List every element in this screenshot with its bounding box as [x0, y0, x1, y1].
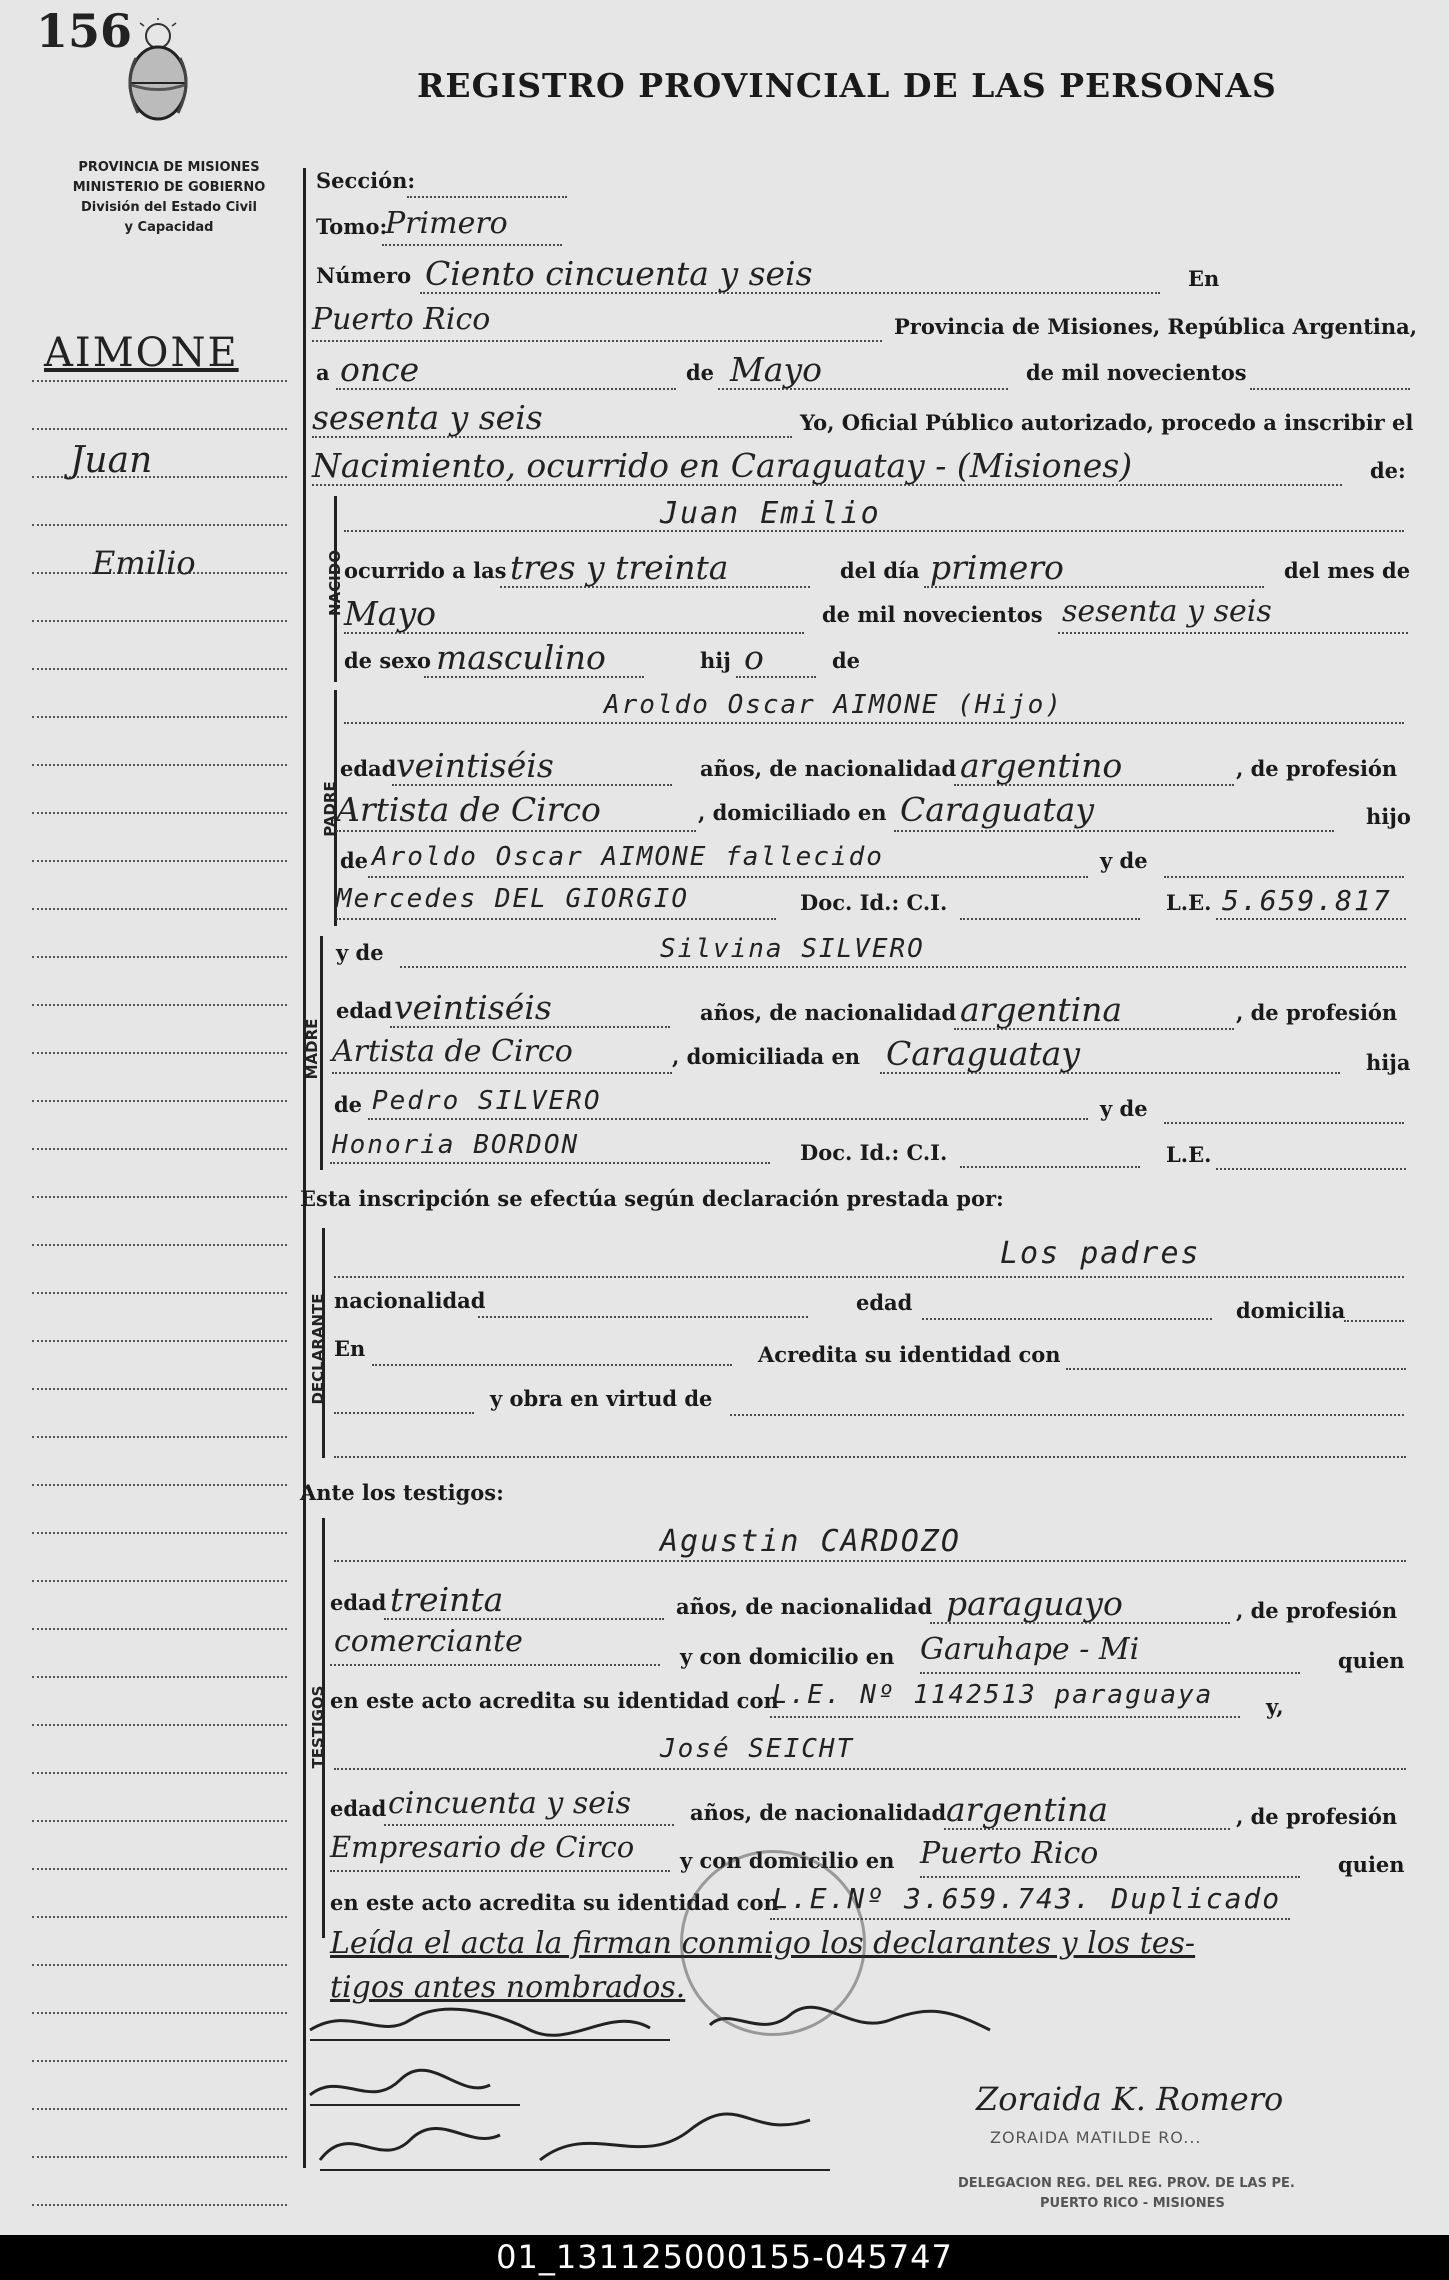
margin-name-2: Emilio — [92, 544, 196, 582]
label-y-obra: y obra en virtud de — [490, 1386, 713, 1411]
t1-prof-value: comerciante — [334, 1624, 523, 1659]
label-decl-en: En — [334, 1336, 366, 1361]
padre-prof-value: Artista de Circo — [336, 790, 601, 829]
t1-doc-line — [770, 1716, 1240, 1718]
label-a: a — [316, 360, 330, 385]
madre-madre-line — [330, 1162, 770, 1164]
label-t2-nac: años, de nacionalidad — [690, 1800, 947, 1825]
label-padre-nac: años, de nacionalidad — [700, 756, 957, 781]
label-padre-edad: edad — [340, 756, 397, 781]
label-padre-y-de: y de — [1100, 848, 1148, 873]
agency-line-4: y Capacidad — [124, 220, 214, 235]
closing-line-2: tigos antes nombrados. — [330, 1970, 686, 2005]
padre-dom-value: Caraguatay — [900, 790, 1095, 829]
decl-obra-pre-line — [334, 1412, 474, 1414]
label-del-mes-de: del mes de — [1284, 558, 1411, 583]
main-left-border — [303, 168, 306, 2168]
decl-edad-line — [922, 1318, 1212, 1320]
padre-y-de-line — [1164, 876, 1404, 878]
official-signature: Zoraida K. Romero — [976, 2080, 1284, 2118]
decl-obra-line — [730, 1414, 1404, 1416]
label-de: de — [832, 648, 861, 673]
acto-value: Nacimiento, ocurrido en Caraguatay - (Misiones) — [312, 446, 1133, 485]
madre-le-line — [1216, 1168, 1406, 1170]
t1-doc-value: L.E. Nº 1142513 paraguaya — [772, 1680, 1214, 1710]
t2-nac-value: argentina — [946, 1790, 1109, 1829]
padre-prof-line — [336, 830, 696, 832]
madre-ci-line — [960, 1166, 1140, 1168]
label-t1-edad: edad — [330, 1590, 387, 1615]
label-acredita: Acredita su identidad con — [758, 1342, 1061, 1367]
sexo-value: masculino — [436, 638, 606, 677]
label-de-mil-novecientos: de mil novecientos — [1026, 360, 1247, 385]
agency-line-3: División del Estado Civil — [81, 200, 257, 215]
label-padre-doc: Doc. Id.: C.I. — [800, 890, 948, 915]
mes-nac-value: Mayo — [344, 594, 436, 633]
agency-line-1: PROVINCIA DE MISIONES — [78, 160, 260, 175]
document-id-footer: 01_131125000155-045747 — [0, 2235, 1449, 2280]
madre-y-de-line — [1164, 1122, 1404, 1124]
padre-nombre-value: Aroldo Oscar AIMONE (Hijo) — [604, 690, 1063, 720]
label-hij: hij — [700, 648, 731, 673]
label-provincia: Provincia de Misiones, República Argentina, — [894, 314, 1418, 339]
t1-nac-value: paraguayo — [946, 1584, 1123, 1623]
madre-madre-value: Honoria BORDON — [332, 1130, 580, 1160]
numero-value: Ciento cincuenta y seis — [425, 254, 813, 293]
label-seccion: Sección: — [316, 168, 416, 193]
label-madre-le: L.E. — [1166, 1142, 1212, 1167]
label-t2-edad: edad — [330, 1796, 387, 1821]
tomo-line — [382, 244, 562, 246]
label-madre-y-de: y de — [336, 940, 384, 965]
dia-value: once — [340, 350, 420, 389]
padre-nombre-line — [344, 722, 1404, 724]
nombre-value: Juan Emilio — [660, 496, 881, 531]
declarante-line — [334, 1276, 1404, 1278]
stamp-office: DELEGACION REG. DEL REG. PROV. DE LAS PE. — [958, 2176, 1295, 2191]
label-decl-edad: edad — [856, 1290, 913, 1315]
t1-edad-value: treinta — [390, 1580, 504, 1619]
label-ante-testigos: Ante los testigos: — [300, 1480, 504, 1505]
label-numero: Número — [316, 263, 412, 288]
padre-madre-value: Mercedes DEL GIORGIO — [336, 884, 690, 914]
label-padre-dom: , domiciliado en — [698, 800, 887, 825]
label-padre-prof: , de profesión — [1236, 756, 1398, 781]
page-number: 156 — [36, 4, 133, 58]
label-del-dia: del día — [840, 558, 920, 583]
side-label-declarante: DECLARANTE — [309, 1293, 327, 1405]
label-t2-domicilio: y con domicilio en — [680, 1848, 895, 1873]
label-de-mes: de — [686, 360, 715, 385]
label-yo-oficial: Yo, Oficial Público autorizado, procedo a inscribir el — [800, 410, 1414, 435]
t1-dom-line — [920, 1672, 1300, 1674]
padre-ci-line — [960, 918, 1140, 920]
label-madre-prof: , de profesión — [1236, 1000, 1398, 1025]
label-ocurrido-a-las: ocurrido a las — [344, 558, 507, 583]
label-madre-hija: hija — [1366, 1050, 1411, 1075]
t2-prof-value: Empresario de Circo — [330, 1830, 635, 1864]
label-padre-de: de — [340, 848, 369, 873]
decl-acredita-line — [1066, 1368, 1406, 1370]
padre-padre-line — [368, 876, 1088, 878]
t2-doc-value: L.E.Nº 3.659.743. Duplicado — [772, 1882, 1282, 1915]
side-label-madre: MADRE — [303, 1018, 321, 1080]
side-label-nacido: NACIDO — [326, 550, 344, 616]
agency-line-2: MINISTERIO DE GOBIERNO — [72, 180, 266, 195]
label-esta-inscripcion: Esta inscripción se efectúa según declaración prestada por: — [300, 1186, 1004, 1211]
agency-block — [40, 158, 298, 238]
page-title: REGISTRO PROVINCIAL DE LAS PERSONAS — [417, 66, 1277, 105]
label-t2-acto: en este acto acredita su identidad con — [330, 1890, 779, 1915]
label-madre-doc: Doc. Id.: C.I. — [800, 1140, 948, 1165]
anio-nac-line — [1058, 632, 1408, 634]
lugar-line — [312, 340, 882, 342]
madre-edad-value: veintiséis — [394, 988, 552, 1027]
t2-nombre-value: José SEICHT — [660, 1734, 855, 1764]
label-t1-y: y, — [1266, 1694, 1284, 1719]
t1-nombre-line — [334, 1560, 1406, 1562]
madre-dom-value: Caraguatay — [886, 1034, 1081, 1073]
t2-dom-line — [920, 1876, 1300, 1878]
madre-padre-line — [368, 1118, 1088, 1120]
label-t1-domicilio: y con domicilio en — [680, 1644, 895, 1669]
madre-nombre-line — [400, 966, 1406, 968]
label-tomo: Tomo: — [316, 214, 388, 239]
official-seal — [680, 1850, 866, 2036]
label-t1-nac: años, de nacionalidad — [676, 1594, 933, 1619]
anio-nac-value: sesenta y seis — [1062, 594, 1272, 629]
decl-nac-line — [478, 1316, 808, 1318]
label-madre-y-de-2: y de — [1100, 1096, 1148, 1121]
side-label-padre: PADRE — [321, 781, 339, 837]
label-madre-edad: edad — [336, 998, 393, 1023]
label-de-sexo: de sexo — [344, 648, 432, 673]
closing-line-1: Leída el acta la firman conmigo los declarantes y los tes- — [330, 1926, 1196, 1961]
dia-nac-value: primero — [930, 548, 1064, 587]
t1-nombre-value: Agustin CARDOZO — [660, 1524, 961, 1559]
stamp-place: PUERTO RICO - MISIONES — [1040, 2196, 1225, 2211]
padre-dom-line — [894, 830, 1334, 832]
label-t2-prof: , de profesión — [1236, 1804, 1398, 1829]
label-de-mil-nov-2: de mil novecientos — [822, 602, 1043, 627]
label-t1-acto: en este acto acredita su identidad con — [330, 1688, 779, 1713]
padre-edad-value: veintiséis — [396, 746, 554, 785]
lugar-value: Puerto Rico — [312, 302, 491, 337]
label-t1-quien: quien — [1338, 1648, 1405, 1673]
decl-last-line — [334, 1456, 1406, 1458]
madre-prof-line — [332, 1072, 672, 1074]
hora-value: tres y treinta — [510, 548, 729, 587]
label-padre-le: L.E. — [1166, 890, 1212, 915]
padre-le-line — [1216, 918, 1406, 920]
t2-nombre-line — [334, 1768, 1406, 1770]
padre-madre-line — [336, 918, 776, 920]
label-padre-hijo: hijo — [1366, 804, 1411, 829]
decl-dom-line — [1344, 1320, 1404, 1322]
madre-nac-value: argentina — [960, 990, 1123, 1029]
label-en: En — [1188, 266, 1220, 291]
label-de-colon: de: — [1370, 458, 1406, 483]
t2-edad-value: cincuenta y seis — [388, 1786, 632, 1821]
padre-le-value: 5.659.817 — [1222, 884, 1392, 917]
t1-prof-line — [330, 1664, 660, 1666]
label-nacionalidad: nacionalidad — [334, 1288, 486, 1313]
anio-value: sesenta y seis — [312, 398, 543, 437]
seccion-line — [407, 196, 567, 198]
label-madre-de: de — [334, 1092, 363, 1117]
madre-nombre-value: Silvina SILVERO — [660, 934, 925, 964]
label-domicilia: domicilia — [1236, 1298, 1346, 1323]
label-madre-nac: años, de nacionalidad — [700, 1000, 957, 1025]
label-t2-quien: quien — [1338, 1852, 1405, 1877]
padre-nac-value: argentino — [960, 746, 1123, 785]
anio-line-a — [1250, 388, 1410, 390]
label-t1-prof: , de profesión — [1236, 1598, 1398, 1623]
stamp-name: ZORAIDA MATILDE RO... — [990, 2128, 1202, 2147]
mes-value: Mayo — [730, 350, 822, 389]
t2-dom-value: Puerto Rico — [920, 1836, 1099, 1871]
label-madre-dom: , domiciliada en — [672, 1044, 861, 1069]
t2-edad-line — [384, 1824, 674, 1826]
margin-name-1: Juan — [70, 440, 153, 481]
hij-suffix: o — [744, 638, 764, 677]
coat-of-arms-icon — [118, 18, 198, 128]
t1-dom-value: Garuhape - Mi — [920, 1632, 1140, 1667]
decl-en-line — [372, 1364, 732, 1366]
margin-surname: AIMONE — [44, 330, 239, 376]
tomo-value: Primero — [385, 206, 508, 241]
madre-padre-value: Pedro SILVERO — [372, 1086, 602, 1116]
t2-prof-line — [330, 1870, 670, 1872]
madre-prof-value: Artista de Circo — [332, 1034, 573, 1069]
declarante-value: Los padres — [1000, 1236, 1201, 1271]
side-label-testigos: TESTIGOS — [309, 1685, 327, 1769]
padre-padre-value: Aroldo Oscar AIMONE fallecido — [372, 842, 884, 872]
